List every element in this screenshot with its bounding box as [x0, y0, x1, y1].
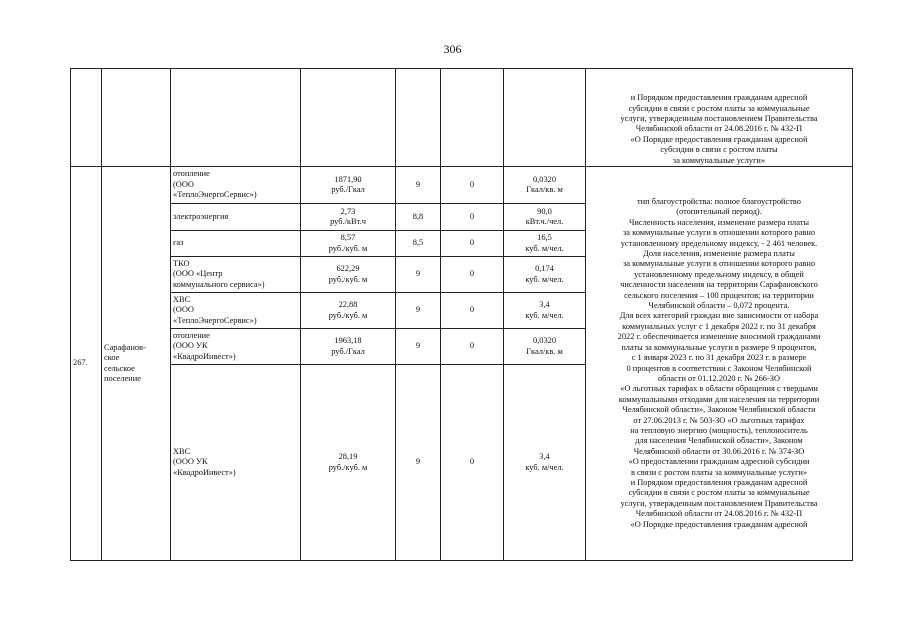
tariff-value: 22,88 руб./куб. м [301, 293, 396, 329]
notes-text: тип благоустройства: полное благоустройство (отопительный период). Численность населения, изменение размера платы за коммунальные услуги в отношении которого равно установленному предельному индексу, - 2 461 человек. Доля населения, изменение размера платы за коммунальные услуги в отношении которого равно установленному предельному индексу, в общей численности населения на территории Сарафановского сельского поселения – 100 процентов; на территории Челябинской области – 0,072 процента. Для всех категорий граждан вне зависимости от набора коммунальных услуг с 1 декабря 2022 г. по 31 декабря 2022 г. обеспечивается изменение вносимой гражданами платы за коммунальные услуги в размере 9 процентов, с 1 января 2023 г. по 31 декабря 2023 г. в размере 0 процентов в соответствии с Законом Челябинской области от 01.12.2020 г. № 266-ЗО «О льготных тарифах в области обращения с твердыми коммунальными отходами для населения на территории Челябинской области», Законом Челябинской области от 27.06.2013 г. № 503-ЗО «О льготных тарифах на тепловую энергию (мощность), теплоноситель для населения Челябинской области», Законом Челябинской области от 30.06.2016 г. № 374-ЗО «О предоставлении гражданам адресной субсидии в связи с ростом платы за коммунальные услуги» и Порядком предоставления гражданам адресной субсидии в связи с ростом платы за коммунальные услуги, утвержденным постановлением Правительства Челябинской области от 24.08.2016 г. № 432-П «О Порядке предоставления гражданам адресной [586, 167, 853, 561]
norm-value: 0,0320 Гкал/кв. м [504, 167, 586, 204]
tariff-value: 622,29 руб./куб. м [301, 257, 396, 293]
service-name: отопление (ООО «ТеплоЭнергоСервис») [171, 167, 301, 204]
extra-value: 0 [441, 329, 504, 365]
index-value: 9 [396, 167, 441, 204]
index-value: 9 [396, 365, 441, 561]
continuation-text: и Порядком предоставления гражданам адресной субсидии в связи с ростом платы за коммунальные услуги, утвержденным постановлением Правительства Челябинской области от 24.08.2016 г. № 432-П «О Порядке предоставления гражданам адресной субсидии в связи с ростом платы за коммунальные услуги» [586, 69, 853, 167]
cell-number [71, 69, 102, 167]
index-value: 9 [396, 293, 441, 329]
norm-value: 3,4 куб. м/чел. [504, 293, 586, 329]
service-name: отопление (ООО УК «КвадроИнвест») [171, 329, 301, 365]
service-name: ТКО (ООО «Центр коммунального сервиса») [171, 257, 301, 293]
cell-extra [441, 69, 504, 167]
tariff-value: 8,57 руб./куб. м [301, 231, 396, 257]
index-value: 8,5 [396, 231, 441, 257]
tariff-value: 28,19 руб./куб. м [301, 365, 396, 561]
extra-value: 0 [441, 167, 504, 204]
norm-value: 90,0 кВт.ч./чел. [504, 204, 586, 231]
extra-value: 0 [441, 204, 504, 231]
tariff-table [70, 68, 853, 561]
extra-value: 0 [441, 257, 504, 293]
service-name: ХВС (ООО УК «КвадроИнвест») [171, 365, 301, 561]
index-value: 9 [396, 257, 441, 293]
norm-value: 0,0320 Гкал/кв. м [504, 329, 586, 365]
entry-number: 267. [71, 167, 102, 561]
index-value: 8,8 [396, 204, 441, 231]
extra-value: 0 [441, 293, 504, 329]
extra-value: 0 [441, 365, 504, 561]
norm-value: 16,5 куб. м/чел. [504, 231, 586, 257]
page-number: 306 [443, 42, 462, 56]
norm-value: 0,174 куб. м/чел. [504, 257, 586, 293]
extra-value: 0 [441, 231, 504, 257]
table-row [71, 167, 853, 204]
cell-tariff [301, 69, 396, 167]
service-name: электроэнергия [171, 204, 301, 231]
cell-service [171, 69, 301, 167]
norm-value: 3,4 куб. м/чел. [504, 365, 586, 561]
tariff-value: 1963,18 руб./Гкал [301, 329, 396, 365]
cell-norm [504, 69, 586, 167]
tariff-value: 2,73 руб./кВт.ч [301, 204, 396, 231]
index-value: 9 [396, 329, 441, 365]
service-name: газ [171, 231, 301, 257]
table-row [71, 69, 853, 167]
service-name: ХВС (ООО «ТеплоЭнергоСервис») [171, 293, 301, 329]
tariff-value: 1871,90 руб./Гкал [301, 167, 396, 204]
cell-municipality [102, 69, 171, 167]
cell-index [396, 69, 441, 167]
municipality-name: Сарафанов- ское сельское поселение [102, 167, 171, 561]
